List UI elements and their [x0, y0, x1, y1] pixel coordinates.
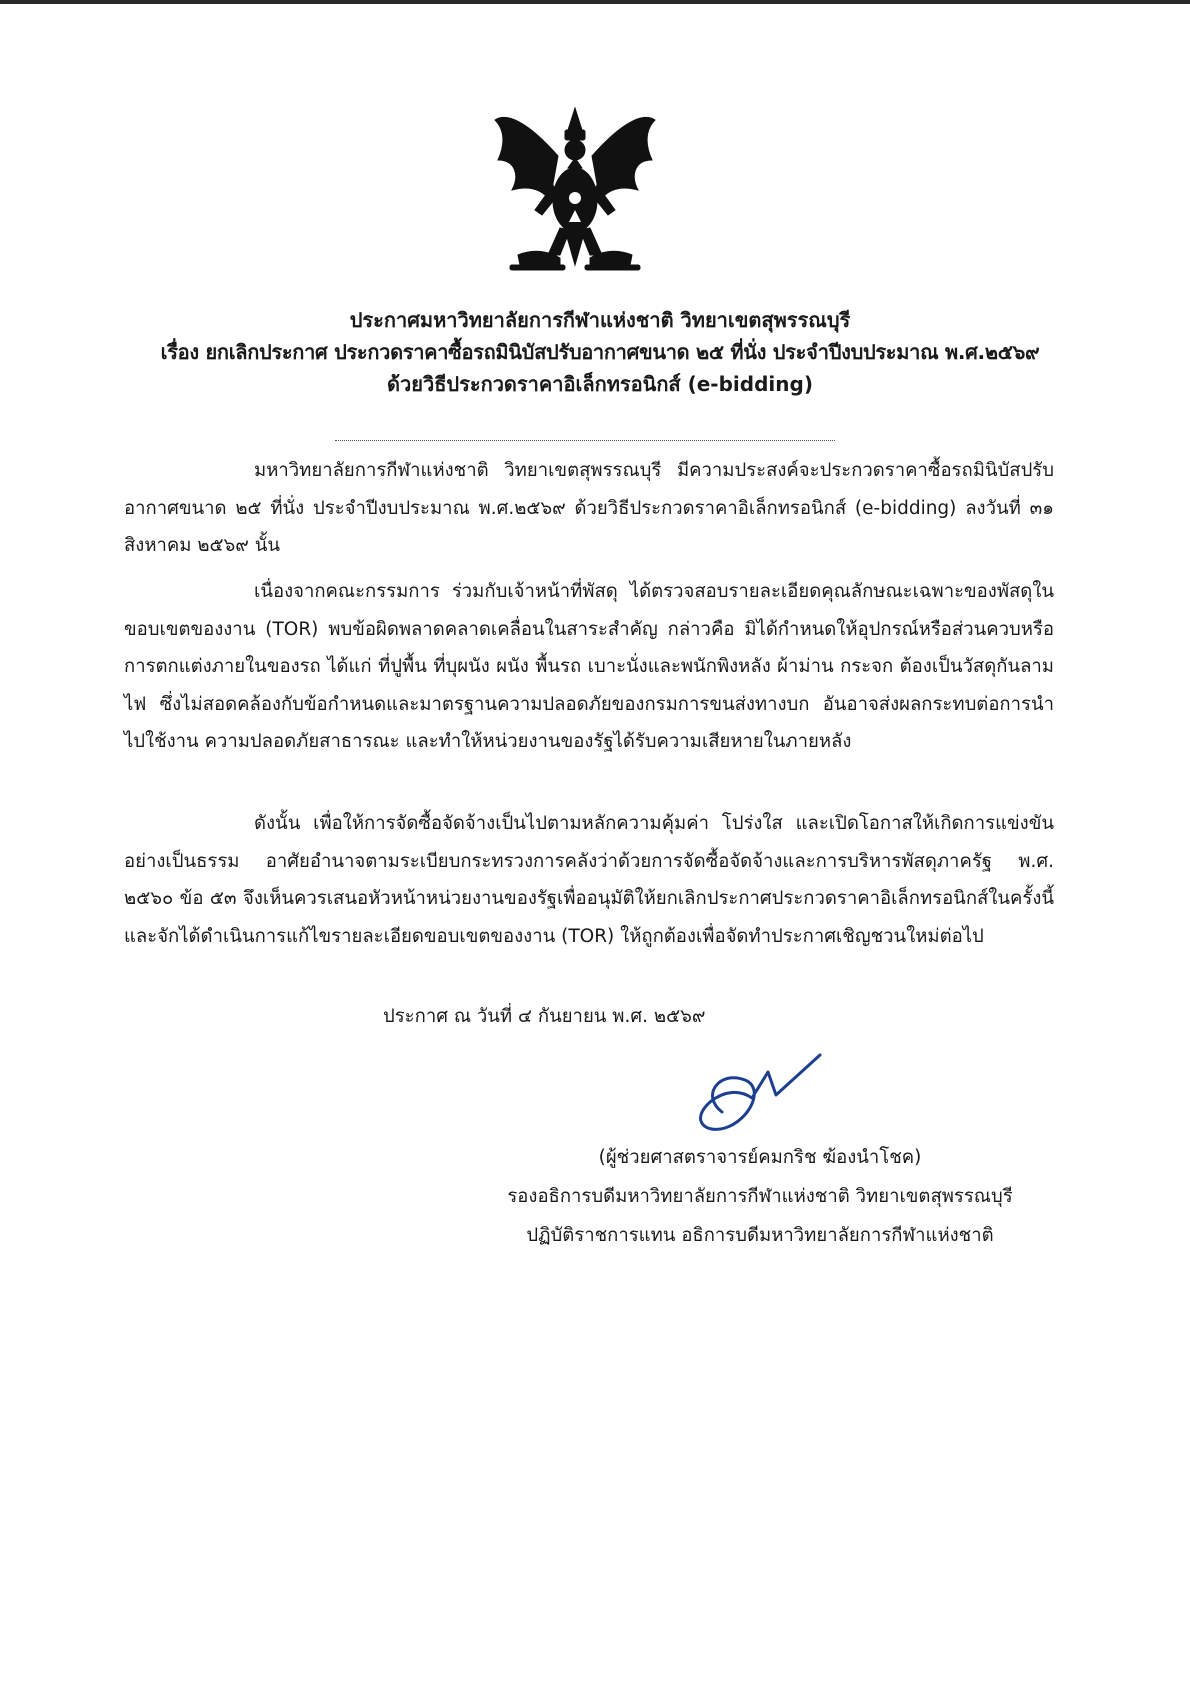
page-top-edge: [0, 0, 1190, 4]
paragraph-2-text: เนื่องจากคณะกรรมการ ร่วมกับเจ้าหน้าที่พัสดุ ได้ตรวจสอบรายละเอียดคุณลักษณะเฉพาะของพัสดุในขอบเขตของงาน (TOR) พบข้อผิดพลาดคลาดเคลื่อนในสาระสำคัญ กล่าวคือ มิได้กำหนดให้อุปกรณ์หรือส่วนควบหรือการตกแต่งภายในของรถ ได้แก่ ที่ปูพื้น ที่บุผนัง ผนัง พื้นรถ เบาะนั่งและพนักพิงหลัง ผ้าม่าน กระจก ต้องเป็นวัสดุกันลามไฟ ซึ่งไม่สอดคล้องกับข้อกำหนดและมาตรฐานความปลอดภัยของกรมการขนส่งทางบก อันอาจส่งผลกระทบต่อการนำไปใช้งาน ความปลอดภัยสาธารณะ และทำให้หน่วยงานของรัฐได้รับความเสียหายในภายหลัง: [124, 581, 1054, 752]
announcement-title: [100, 304, 1100, 400]
paragraph-1-text: มหาวิทยาลัยการกีฬาแห่งชาติ วิทยาเขตสุพรรณบุรี มีความประสงค์จะประกวดราคาซื้อรถมินิบัสปรับอากาศขนาด ๒๕ ที่นั่ง ประจำปีงบประมาณ พ.ศ.๒๕๖๙ ด้วยวิธีประกวดราคาอิเล็กทรอนิกส์ (e-bidding) ลงวันที่ ๓๑ สิงหาคม ๒๕๖๙ นั้น: [124, 460, 1054, 556]
body-paragraph-2: [124, 573, 1054, 761]
signatory-position-2: ปฏิบัติราชการแทน อธิการบดีมหาวิทยาลัยการกีฬาแห่งชาติ: [526, 1225, 994, 1246]
title-line-3: ด้วยวิธีประกวดราคาอิเล็กทรอนิกส์ (e-bidding): [387, 372, 813, 396]
garuda-emblem-icon: [480, 90, 670, 280]
signatory-name: (ผู้ช่วยศาสตราจารย์คมกริช ฆ้องนำโชค): [598, 1147, 922, 1168]
body-paragraph-1: [124, 452, 1054, 565]
dotted-divider: [335, 440, 835, 441]
announcement-date: ประกาศ ณ วันที่ ๔ กันยายน พ.ศ. ๒๕๖๙: [383, 1006, 706, 1027]
title-line-2: เรื่อง ยกเลิกประกาศ ประกวดราคาซื้อรถมินิบัสปรับอากาศขนาด ๒๕ ที่นั่ง ประจำปีงบประมาณ พ.ศ.๒๕๖๙: [160, 340, 1040, 364]
paragraph-3-text: ดังนั้น เพื่อให้การจัดซื้อจัดจ้างเป็นไปตามหลักความคุ้มค่า โปร่งใส และเปิดโอกาสให้เกิดการแข่งขันอย่างเป็นธรรม อาศัยอำนาจตามระเบียบกระทรวงการคลังว่าด้วยการจัดซื้อจัดจ้างและการบริหารพัสดุภาครัฐ พ.ศ. ๒๕๖๐ ข้อ ๕๓ จึงเห็นควรเสนอหัวหน้าหน่วยงานของรัฐเพื่ออนุมัติให้ยกเลิกประกาศประกวดราคาอิเล็กทรอนิกส์ในครั้งนี้ และจักได้ดำเนินการแก้ไขรายละเอียดขอบเขตของงาน (TOR) ให้ถูกต้องเพื่อจัดทำประกาศเชิญชวนใหม่ต่อไป: [124, 813, 1054, 947]
signature-block: [460, 1138, 1060, 1255]
body-paragraph-3: [124, 805, 1054, 955]
handwritten-signature-icon: [680, 1050, 860, 1140]
title-line-1: ประกาศมหาวิทยาลัยการกีฬาแห่งชาติ วิทยาเขตสุพรรณบุรี: [349, 308, 851, 332]
signatory-position-1: รองอธิการบดีมหาวิทยาลัยการกีฬาแห่งชาติ วิทยาเขตสุพรรณบุรี: [507, 1186, 1013, 1207]
